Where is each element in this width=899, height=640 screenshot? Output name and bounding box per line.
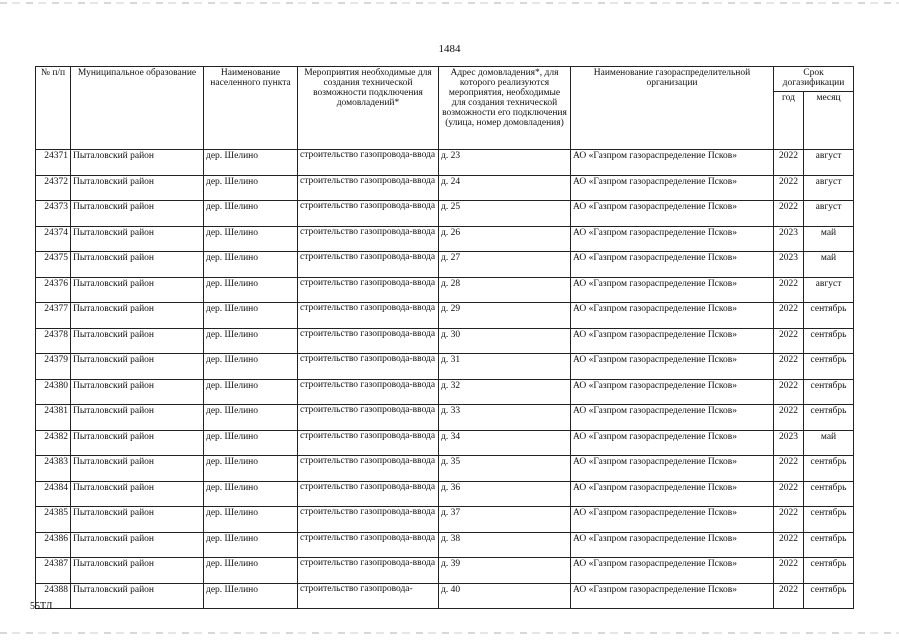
table-row xyxy=(36,277,854,303)
cell-settlement: дер. Шелино xyxy=(204,252,298,278)
cell-month: август xyxy=(804,277,854,303)
cell-settlement: дер. Шелино xyxy=(204,175,298,201)
cell-municipality: Пыталовский район xyxy=(71,430,204,456)
cell-measures: строительство газопровода-ввода xyxy=(298,430,439,456)
cell-municipality: Пыталовский район xyxy=(71,532,204,558)
cell-settlement: дер. Шелино xyxy=(204,354,298,380)
cell-municipality: Пыталовский район xyxy=(71,277,204,303)
cell-settlement: дер. Шелино xyxy=(204,303,298,329)
cell-org: АО «Газпром газораспределение Псков» xyxy=(571,507,774,533)
cell-address: д. 29 xyxy=(439,303,571,329)
cell-year: 2022 xyxy=(774,354,804,380)
cell-address: д. 24 xyxy=(439,175,571,201)
header-municipality: Муниципальное образование xyxy=(71,67,204,150)
table-row xyxy=(36,456,854,482)
cell-address: д. 38 xyxy=(439,532,571,558)
table-row xyxy=(36,532,854,558)
cell-measures: строительство газопровода- xyxy=(298,583,439,609)
header-measures: Мероприятия необходимые для создания технической возможности подключения домовладений* xyxy=(298,67,439,150)
cell-year: 2022 xyxy=(774,379,804,405)
cell-measures: строительство газопровода-ввода xyxy=(298,226,439,252)
cell-year: 2022 xyxy=(774,150,804,176)
cell-address: д. 23 xyxy=(439,150,571,176)
cell-year: 2023 xyxy=(774,252,804,278)
cell-num: 24384 xyxy=(36,481,71,507)
gasification-table xyxy=(35,66,854,609)
header-gas-org: Наименование газораспределительной организации xyxy=(571,67,774,150)
cell-address: д. 32 xyxy=(439,379,571,405)
cell-address: д. 28 xyxy=(439,277,571,303)
cell-month: август xyxy=(804,201,854,227)
cell-year: 2022 xyxy=(774,328,804,354)
cell-measures: строительство газопровода-ввода xyxy=(298,303,439,329)
cell-address: д. 37 xyxy=(439,507,571,533)
cell-year: 2022 xyxy=(774,456,804,482)
header-num: № п/п xyxy=(36,67,71,150)
cell-settlement: дер. Шелино xyxy=(204,507,298,533)
cell-year: 2022 xyxy=(774,201,804,227)
cell-year: 2023 xyxy=(774,226,804,252)
table-row xyxy=(36,430,854,456)
table-row xyxy=(36,201,854,227)
cell-address: д. 25 xyxy=(439,201,571,227)
table-row xyxy=(36,175,854,201)
cell-org: АО «Газпром газораспределение Псков» xyxy=(571,379,774,405)
cell-num: 24388 xyxy=(36,583,71,609)
cell-month: сентябрь xyxy=(804,481,854,507)
cell-measures: строительство газопровода-ввода xyxy=(298,201,439,227)
cell-year: 2022 xyxy=(774,507,804,533)
cell-municipality: Пыталовский район xyxy=(71,379,204,405)
header-year: год xyxy=(774,92,804,150)
cell-municipality: Пыталовский район xyxy=(71,175,204,201)
cell-settlement: дер. Шелино xyxy=(204,558,298,584)
header-deadline: Срок догазификации xyxy=(774,67,854,92)
cell-municipality: Пыталовский район xyxy=(71,328,204,354)
header-address: Адрес домовладения*, для которого реализуются мероприятия, необходимые для создания технической возможности его подключения (улица, номер домовладения) xyxy=(439,67,571,150)
cell-num: 24372 xyxy=(36,175,71,201)
cell-num: 24374 xyxy=(36,226,71,252)
scan-top-edge xyxy=(0,2,899,4)
cell-address: д. 36 xyxy=(439,481,571,507)
cell-month: сентябрь xyxy=(804,583,854,609)
table-row xyxy=(36,583,854,609)
cell-org: АО «Газпром газораспределение Псков» xyxy=(571,150,774,176)
cell-month: май xyxy=(804,430,854,456)
table-row xyxy=(36,558,854,584)
cell-settlement: дер. Шелино xyxy=(204,328,298,354)
cell-year: 2022 xyxy=(774,532,804,558)
cell-settlement: дер. Шелино xyxy=(204,583,298,609)
cell-municipality: Пыталовский район xyxy=(71,558,204,584)
cell-municipality: Пыталовский район xyxy=(71,507,204,533)
cell-measures: строительство газопровода-ввода xyxy=(298,252,439,278)
cell-municipality: Пыталовский район xyxy=(71,456,204,482)
table-row xyxy=(36,379,854,405)
cell-measures: строительство газопровода-ввода xyxy=(298,481,439,507)
cell-settlement: дер. Шелино xyxy=(204,405,298,431)
cell-month: август xyxy=(804,150,854,176)
cell-org: АО «Газпром газораспределение Псков» xyxy=(571,405,774,431)
table-row xyxy=(36,328,854,354)
cell-municipality: Пыталовский район xyxy=(71,150,204,176)
cell-num: 24380 xyxy=(36,379,71,405)
cell-year: 2022 xyxy=(774,583,804,609)
cell-measures: строительство газопровода-ввода xyxy=(298,379,439,405)
cell-org: АО «Газпром газораспределение Псков» xyxy=(571,430,774,456)
cell-year: 2022 xyxy=(774,481,804,507)
cell-month: сентябрь xyxy=(804,303,854,329)
cell-address: д. 27 xyxy=(439,252,571,278)
cell-month: сентябрь xyxy=(804,405,854,431)
cell-measures: строительство газопровода-ввода xyxy=(298,405,439,431)
header-month: месяц xyxy=(804,92,854,150)
cell-year: 2022 xyxy=(774,277,804,303)
cell-org: АО «Газпром газораспределение Псков» xyxy=(571,226,774,252)
cell-org: АО «Газпром газораспределение Псков» xyxy=(571,201,774,227)
cell-measures: строительство газопровода-ввода xyxy=(298,175,439,201)
cell-address: д. 34 xyxy=(439,430,571,456)
cell-org: АО «Газпром газораспределение Псков» xyxy=(571,303,774,329)
cell-address: д. 30 xyxy=(439,328,571,354)
cell-address: д. 35 xyxy=(439,456,571,482)
cell-year: 2022 xyxy=(774,175,804,201)
cell-settlement: дер. Шелино xyxy=(204,226,298,252)
cell-address: д. 26 xyxy=(439,226,571,252)
cell-settlement: дер. Шелино xyxy=(204,379,298,405)
cell-address: д. 39 xyxy=(439,558,571,584)
table-row xyxy=(36,303,854,329)
cell-org: АО «Газпром газораспределение Псков» xyxy=(571,481,774,507)
table-row xyxy=(36,354,854,380)
cell-num: 24378 xyxy=(36,328,71,354)
cell-address: д. 33 xyxy=(439,405,571,431)
cell-org: АО «Газпром газораспределение Псков» xyxy=(571,456,774,482)
cell-settlement: дер. Шелино xyxy=(204,150,298,176)
cell-num: 24381 xyxy=(36,405,71,431)
cell-org: АО «Газпром газораспределение Псков» xyxy=(571,252,774,278)
cell-month: август xyxy=(804,175,854,201)
cell-num: 24386 xyxy=(36,532,71,558)
cell-month: май xyxy=(804,252,854,278)
cell-measures: строительство газопровода-ввода xyxy=(298,354,439,380)
cell-address: д. 31 xyxy=(439,354,571,380)
cell-org: АО «Газпром газораспределение Псков» xyxy=(571,328,774,354)
cell-municipality: Пыталовский район xyxy=(71,354,204,380)
cell-org: АО «Газпром газораспределение Псков» xyxy=(571,354,774,380)
scan-bottom-edge xyxy=(0,632,899,634)
header-settlement: Наименование населенного пункта xyxy=(204,67,298,150)
cell-num: 24373 xyxy=(36,201,71,227)
cell-num: 24382 xyxy=(36,430,71,456)
cell-org: АО «Газпром газораспределение Псков» xyxy=(571,277,774,303)
table-row xyxy=(36,481,854,507)
cell-month: сентябрь xyxy=(804,328,854,354)
cell-municipality: Пыталовский район xyxy=(71,303,204,329)
cell-measures: строительство газопровода-ввода xyxy=(298,532,439,558)
page-number: 1484 xyxy=(438,43,461,55)
cell-measures: строительство газопровода-ввода xyxy=(298,507,439,533)
cell-year: 2022 xyxy=(774,558,804,584)
cell-org: АО «Газпром газораспределение Псков» xyxy=(571,532,774,558)
cell-settlement: дер. Шелино xyxy=(204,430,298,456)
cell-org: АО «Газпром газораспределение Псков» xyxy=(571,583,774,609)
table-row xyxy=(36,150,854,176)
cell-num: 24379 xyxy=(36,354,71,380)
cell-num: 24371 xyxy=(36,150,71,176)
cell-month: сентябрь xyxy=(804,558,854,584)
cell-month: сентябрь xyxy=(804,456,854,482)
cell-settlement: дер. Шелино xyxy=(204,481,298,507)
cell-org: АО «Газпром газораспределение Псков» xyxy=(571,558,774,584)
cell-municipality: Пыталовский район xyxy=(71,583,204,609)
table-row xyxy=(36,226,854,252)
table-row xyxy=(36,405,854,431)
cell-settlement: дер. Шелино xyxy=(204,277,298,303)
cell-settlement: дер. Шелино xyxy=(204,532,298,558)
cell-month: май xyxy=(804,226,854,252)
table-row xyxy=(36,252,854,278)
footer-code: 55ТЛ xyxy=(30,601,53,612)
cell-num: 24375 xyxy=(36,252,71,278)
cell-municipality: Пыталовский район xyxy=(71,252,204,278)
cell-settlement: дер. Шелино xyxy=(204,201,298,227)
cell-year: 2023 xyxy=(774,430,804,456)
cell-year: 2022 xyxy=(774,405,804,431)
cell-measures: строительство газопровода-ввода xyxy=(298,558,439,584)
cell-municipality: Пыталовский район xyxy=(71,481,204,507)
cell-measures: строительство газопровода-ввода xyxy=(298,150,439,176)
cell-municipality: Пыталовский район xyxy=(71,405,204,431)
cell-municipality: Пыталовский район xyxy=(71,201,204,227)
table-body xyxy=(36,150,854,609)
cell-num: 24387 xyxy=(36,558,71,584)
cell-num: 24377 xyxy=(36,303,71,329)
cell-num: 24385 xyxy=(36,507,71,533)
cell-measures: строительство газопровода-ввода xyxy=(298,456,439,482)
cell-year: 2022 xyxy=(774,303,804,329)
cell-month: сентябрь xyxy=(804,354,854,380)
cell-num: 24383 xyxy=(36,456,71,482)
cell-municipality: Пыталовский район xyxy=(71,226,204,252)
cell-measures: строительство газопровода-ввода xyxy=(298,328,439,354)
cell-month: сентябрь xyxy=(804,532,854,558)
cell-address: д. 40 xyxy=(439,583,571,609)
cell-month: сентябрь xyxy=(804,507,854,533)
cell-measures: строительство газопровода-ввода xyxy=(298,277,439,303)
cell-org: АО «Газпром газораспределение Псков» xyxy=(571,175,774,201)
cell-settlement: дер. Шелино xyxy=(204,456,298,482)
cell-num: 24376 xyxy=(36,277,71,303)
table-row xyxy=(36,507,854,533)
cell-month: сентябрь xyxy=(804,379,854,405)
